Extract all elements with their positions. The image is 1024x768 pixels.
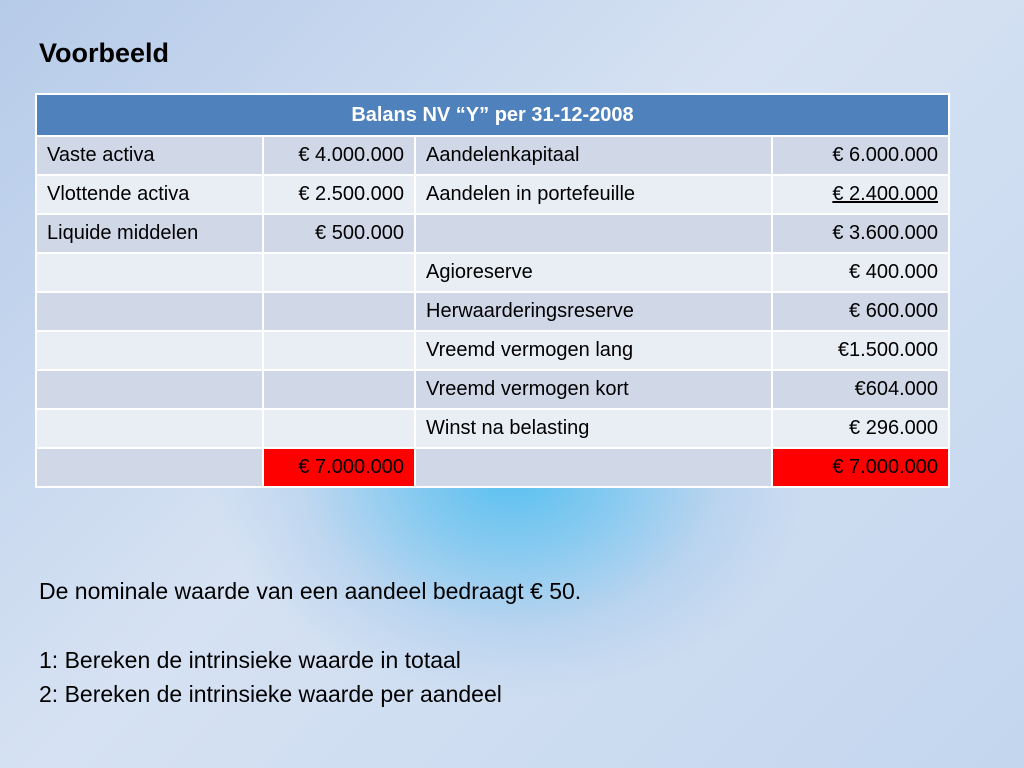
cell-debit-label: Vaste activa	[36, 136, 263, 175]
nominal-value-text: De nominale waarde van een aandeel bedraagt € 50.	[39, 578, 582, 604]
table-row	[36, 370, 949, 409]
cell-credit-amount: € 400.000	[772, 253, 949, 292]
cell-debit-amount: € 4.000.000	[263, 136, 415, 175]
table-row	[36, 253, 949, 292]
cell-credit-label	[415, 214, 772, 253]
cell-debit-label	[36, 448, 263, 487]
total-credit-amount: € 7.000.000	[772, 448, 949, 487]
cell-credit-amount: € 600.000	[772, 292, 949, 331]
table-row	[36, 214, 949, 253]
cell-debit-amount	[263, 370, 415, 409]
table-total-row	[36, 448, 949, 487]
cell-debit-label	[36, 409, 263, 448]
cell-credit-label	[415, 448, 772, 487]
table-caption: Balans NV “Y” per 31-12-2008	[36, 94, 949, 136]
cell-debit-label	[36, 370, 263, 409]
cell-debit-label	[36, 292, 263, 331]
cell-credit-amount: € 6.000.000	[772, 136, 949, 175]
cell-credit-amount	[772, 175, 949, 214]
table-header-row	[36, 94, 949, 136]
task-2-text: 2: Bereken de intrinsieke waarde per aandeel	[39, 681, 502, 707]
cell-debit-label	[36, 331, 263, 370]
cell-debit-amount: € 500.000	[263, 214, 415, 253]
cell-debit-amount	[263, 292, 415, 331]
cell-debit-label: Liquide middelen	[36, 214, 263, 253]
cell-credit-amount: € 3.600.000	[772, 214, 949, 253]
cell-debit-label	[36, 253, 263, 292]
cell-credit-label: Agioreserve	[415, 253, 772, 292]
table-row	[36, 136, 949, 175]
cell-credit-amount: € 296.000	[772, 409, 949, 448]
cell-debit-amount	[263, 331, 415, 370]
table-row	[36, 409, 949, 448]
cell-debit-amount: € 2.500.000	[263, 175, 415, 214]
total-debit-amount: € 7.000.000	[263, 448, 415, 487]
cell-credit-label: Aandelenkapitaal	[415, 136, 772, 175]
page-title: Voorbeeld	[39, 38, 170, 68]
cell-credit-label: Herwaarderingsreserve	[415, 292, 772, 331]
table-row	[36, 175, 949, 214]
cell-credit-label: Aandelen in portefeuille	[415, 175, 772, 214]
cell-credit-label: Vreemd vermogen kort	[415, 370, 772, 409]
cell-debit-label: Vlottende activa	[36, 175, 263, 214]
table-row	[36, 331, 949, 370]
cell-credit-amount: €1.500.000	[772, 331, 949, 370]
underlined-amount: € 2.400.000	[832, 183, 938, 205]
balance-sheet-table	[35, 93, 950, 488]
cell-credit-label: Winst na belasting	[415, 409, 772, 448]
cell-debit-amount	[263, 409, 415, 448]
table-row	[36, 292, 949, 331]
cell-debit-amount	[263, 253, 415, 292]
cell-credit-label: Vreemd vermogen lang	[415, 331, 772, 370]
task-1-text: 1: Bereken de intrinsieke waarde in totaal	[39, 647, 461, 673]
cell-credit-amount: €604.000	[772, 370, 949, 409]
